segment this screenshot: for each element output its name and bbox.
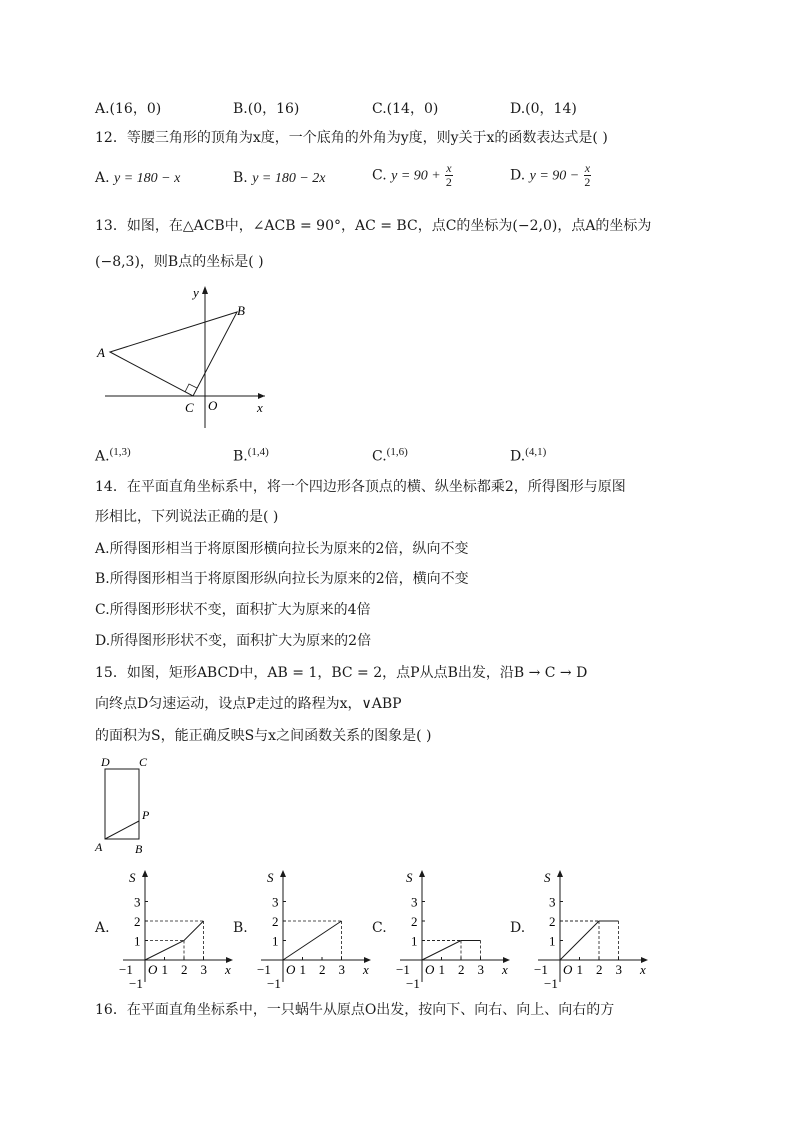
y-tick-label-3: 3 [272,894,279,910]
x-tick-label-neg1: −1 [396,962,410,977]
y-tick-label-3: 3 [549,894,556,910]
y-tick-label-2: 2 [411,914,418,929]
fraction-numerator: x [584,161,591,175]
segment-ap [105,821,139,839]
y-tick-label-1: 1 [549,933,556,949]
point-c-label: C [185,400,194,415]
q12-option-a-expr: y = 180 − x [114,171,181,186]
y-axis-arrow-icon [557,870,563,877]
y-tick-label-neg1: −1 [267,976,281,991]
x-axis-label: x [363,962,369,977]
q12-option-a-label: A. [95,170,110,186]
point-b-label: B [135,842,143,856]
q12-option-c-label: C. [372,167,387,184]
x-tick-label-2: 2 [596,962,603,977]
q12-option-d-label: D. [510,167,526,184]
s-of-x-path [422,941,481,961]
x-tick-label-neg1: −1 [534,962,548,977]
q15-graph-b [245,866,369,991]
y-axis-arrow-icon [419,870,425,877]
fraction-numerator: x [446,161,452,175]
x-tick-label-2: 2 [319,962,326,977]
point-a-label: A [97,345,105,360]
q13-stem-line1: 13．如图，在△ACB中，∠ACB = 90°，AC = BC，点C的坐标为(−2,0)，点A的坐标为 [95,218,652,234]
y-tick-label-2: 2 [272,914,279,929]
origin-label: O [286,962,296,977]
q12-option-b-expr: y = 180 − 2x [252,171,326,186]
q11-option-c: C.(14，0) [372,101,439,117]
y-axis-arrow-icon [142,870,148,877]
q15-rectangle-figure [95,755,165,860]
q13-option-c-label: C. [372,448,387,465]
q15-graph-a [107,866,231,991]
y-tick-label-3: 3 [134,894,141,910]
point-p-label: P [142,808,150,822]
q13-option-a-label: A. [95,448,110,465]
y-tick-label-1: 1 [411,933,418,949]
q15-stem-line1: 15．如图，矩形ABCD中，AB = 1，BC = 2，点P从点B出发，沿B → C → D [95,665,588,681]
rectangle-abcd [105,769,139,839]
s-of-x-path [145,921,204,960]
origin-label: O [208,398,218,413]
q13-option-b-value: (1,4) [247,446,269,458]
q14-option-d: D.所得图形形状不变，面积扩大为原来的2倍 [95,633,372,649]
q13-stem-line2: (−8,3)，则B点的坐标是( ) [95,254,264,270]
fraction-denominator: 2 [445,175,452,189]
origin-label: O [425,962,435,977]
q14-option-a: A.所得图形相当于将原图形横向拉长为原来的2倍，纵向不变 [95,541,469,557]
q13-option-b [233,446,269,465]
x-axis-arrow-icon [258,393,265,399]
q15-stem-line3: 的面积为S，能正确反映S与x之间函数关系的图象是( ) [95,728,432,744]
x-tick-label-neg1: −1 [119,962,133,977]
x-tick-label-neg1: −1 [257,962,271,977]
q12-option-a [95,170,180,187]
s-axis-label: S [544,870,551,885]
y-tick-label-3: 3 [411,894,418,910]
q13-option-b-label: B. [233,448,248,465]
q12-option-c-expr: y = 90 + [391,168,441,184]
q13-option-a-value: (1,3) [109,446,131,458]
y-tick-label-neg1: −1 [129,976,143,991]
q13-option-c-value: (1,6) [386,446,408,458]
q15-graph-d [522,866,646,991]
s-of-x-path [560,921,619,960]
x-tick-label-1: 1 [299,962,306,977]
point-a-label: A [95,840,103,854]
y-tick-label-1: 1 [272,933,279,949]
point-c-label: C [139,755,148,769]
q13-option-a [95,446,131,465]
y-tick-label-neg1: −1 [544,976,558,991]
y-axis-arrow-icon [202,286,208,294]
origin-label: O [148,962,158,977]
q16-stem-line1: 16．在平面直角坐标系中，一只蜗牛从原点O出发，按向下、向右、向上、向右的方 [95,1002,615,1018]
point-d-label: D [101,755,110,769]
q12-option-b-label: B. [233,170,248,186]
q15-graph-option-c-label: C. [372,920,387,936]
q12-option-c-fraction [445,162,452,189]
x-tick-label-2: 2 [458,962,465,977]
y-axis-label: y [193,285,199,300]
q13-option-d-value: (4,1) [525,446,547,458]
q15-graph-option-a-label: A. [95,920,110,936]
q12-option-c [372,162,453,189]
x-axis-label: x [225,962,231,977]
q12-option-b [233,170,326,187]
q13-triangle-figure [95,282,285,432]
s-axis-label: S [406,870,413,885]
y-tick-label-neg1: −1 [406,976,420,991]
q13-option-d [510,446,546,465]
x-tick-label-3: 3 [477,962,484,977]
x-tick-label-3: 3 [200,962,207,977]
q11-option-a: A.(16，0) [95,101,162,117]
x-axis-label: x [502,962,508,977]
x-axis-label: x [257,400,263,415]
q14-stem-line2: 形相比，下列说法正确的是( ) [95,509,279,525]
y-tick-label-2: 2 [549,914,556,929]
origin-label: O [563,962,573,977]
y-axis-arrow-icon [280,870,286,877]
x-tick-label-1: 1 [576,962,583,977]
fraction-denominator: 2 [584,175,591,189]
s-axis-label: S [129,870,136,885]
q14-option-c: C.所得图形形状不变，面积扩大为原来的4倍 [95,602,371,618]
x-tick-label-1: 1 [438,962,445,977]
q15-graph-option-d-label: D. [510,920,526,936]
x-tick-label-2: 2 [181,962,188,977]
point-b-label: B [237,303,245,318]
q15-stem-line2: 向终点D匀速运动，设点P走过的路程为x，∨ABP [95,696,402,712]
y-tick-label-2: 2 [134,914,141,929]
s-axis-label: S [267,870,274,885]
x-tick-label-3: 3 [615,962,622,977]
q11-option-d: D.(0，14) [510,101,577,117]
x-axis-label: x [640,962,646,977]
q12-option-d [510,162,591,189]
q12-stem: 12．等腰三角形的顶角为x度，一个底角的外角为y度，则y关于x的函数表达式是( ) [95,130,608,146]
q14-stem-line1: 14．在平面直角坐标系中，将一个四边形各顶点的横、纵坐标都乘2，所得图形与原图 [95,479,626,495]
q15-graph-c [384,866,508,991]
q13-option-c [372,446,408,465]
q12-option-d-fraction [584,162,591,189]
q12-option-d-expr: y = 90 − [529,168,580,184]
q14-option-b: B.所得图形相当于将原图形纵向拉长为原来的2倍，横向不变 [95,571,469,587]
y-tick-label-1: 1 [134,933,141,949]
q13-option-d-label: D. [510,448,526,465]
s-of-x-path [283,921,342,960]
q15-graph-option-b-label: B. [233,920,248,936]
x-tick-label-1: 1 [161,962,168,977]
q11-option-b: B.(0，16) [233,101,300,117]
triangle-acb [110,312,237,396]
x-tick-label-3: 3 [338,962,345,977]
